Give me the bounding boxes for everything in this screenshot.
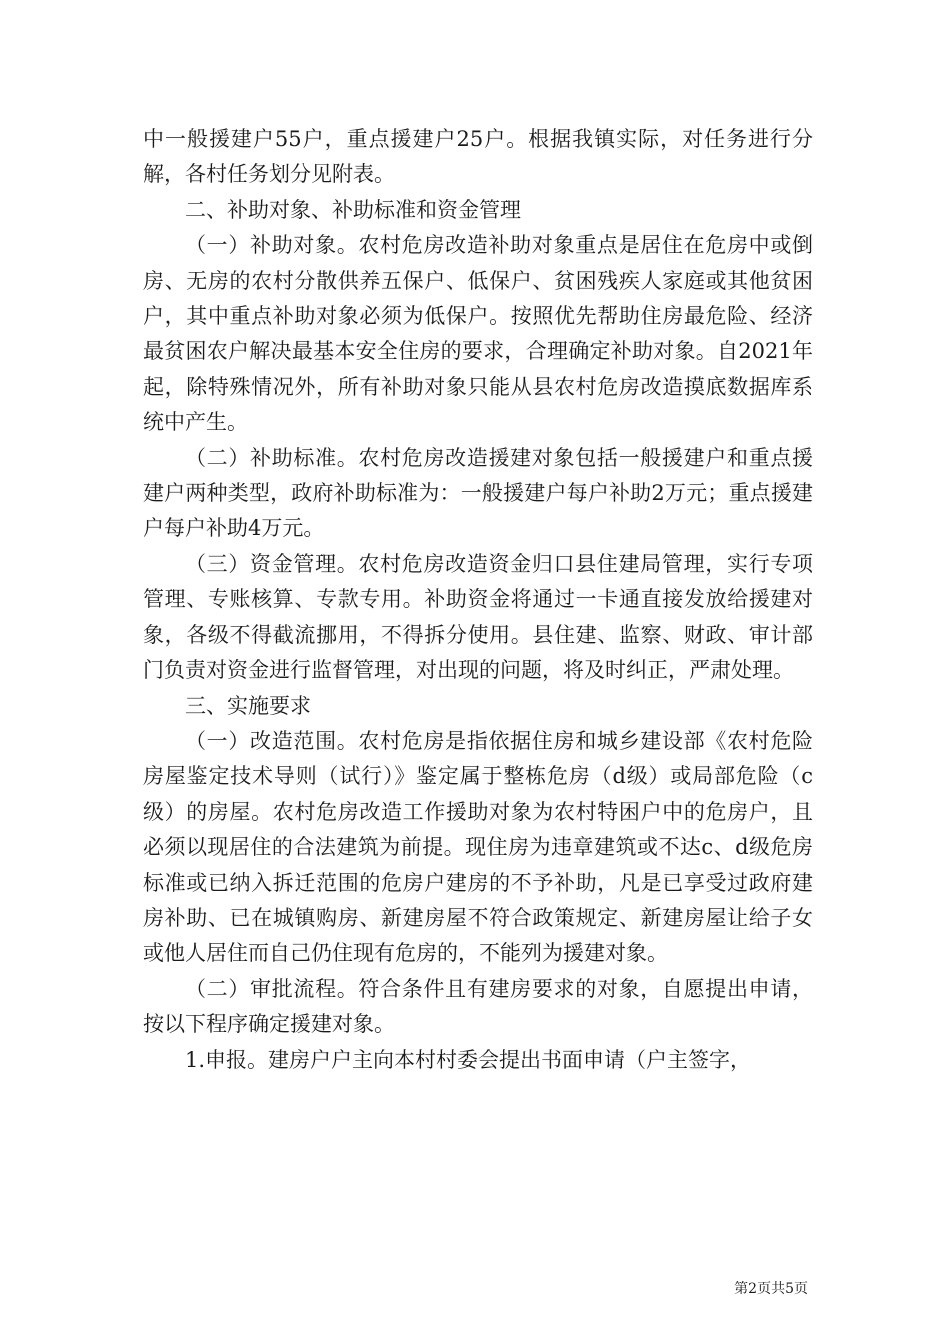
paragraph-approval-process: （二）审批流程。符合条件且有建房要求的对象，自愿提出申请，按以下程序确定援建对象。 [143,976,813,1037]
section-heading-3: 三、实施要求 [185,693,311,718]
paragraph-fund-management: （三）资金管理。农村危房改造资金归口县住建局管理，实行专项管理、专账核算、专款专用。补助资金将通过一卡通直接发放给援建对象，各级不得截流挪用，不得拆分使用。县住建、监察、财政、审计部门负责对资金进行监督管理，对出现的问题，将及时纠正，严肃处理。 [143,551,813,683]
paragraph-subsidy-targets: （一）补助对象。农村危房改造补助对象重点是居住在危房中或倒房、无房的农村分散供养五保户、低保户、贫困残疾人家庭或其他贫困户，其中重点补助对象必须为低保户。按照优先帮助住房最危险、经济最贫困农户解决最基本安全住房的要求，合理确定补助对象。自2021年起，除特殊情况外，所有补助对象只能从县农村危房改造摸底数据库系统中产生。 [143,233,813,435]
page-number-footer: 第2页共5页 [734,1281,808,1297]
paragraph-application-step: 1.申报。建房户户主向本村村委会提出书面申请（户主签字， [185,1047,752,1072]
document-body [143,122,813,1078]
paragraph-renovation-scope: （一）改造范围。农村危房是指依据住房和城乡建设部《农村危险房屋鉴定技术导则（试行）》鉴定属于整栋危房（d级）或局部危险（c级）的房屋。农村危房改造工作援助对象为农村特困户中的危房户，且必须以现居住的合法建筑为前提。现住房为违章建筑或不达c、d级危房标准或已纳入拆迁范围的危房户建房的不予补助，凡是已享受过政府建房补助、已在城镇购房、新建房屋不符合政策规定、新建房屋让给子女或他人居住而自己仍住现有危房的，不能列为援建对象。 [143,728,813,966]
section-heading-2: 二、补助对象、补助标准和资金管理 [185,197,521,222]
paragraph-continuation: 中一般援建户55户，重点援建户25户。根据我镇实际，对任务进行分解，各村任务划分见附表。 [143,127,813,187]
paragraph-subsidy-standards: （二）补助标准。农村危房改造援建对象包括一般援建户和重点援建户两种类型，政府补助标准为：一般援建户每户补助2万元；重点援建户每户补助4万元。 [143,445,813,541]
